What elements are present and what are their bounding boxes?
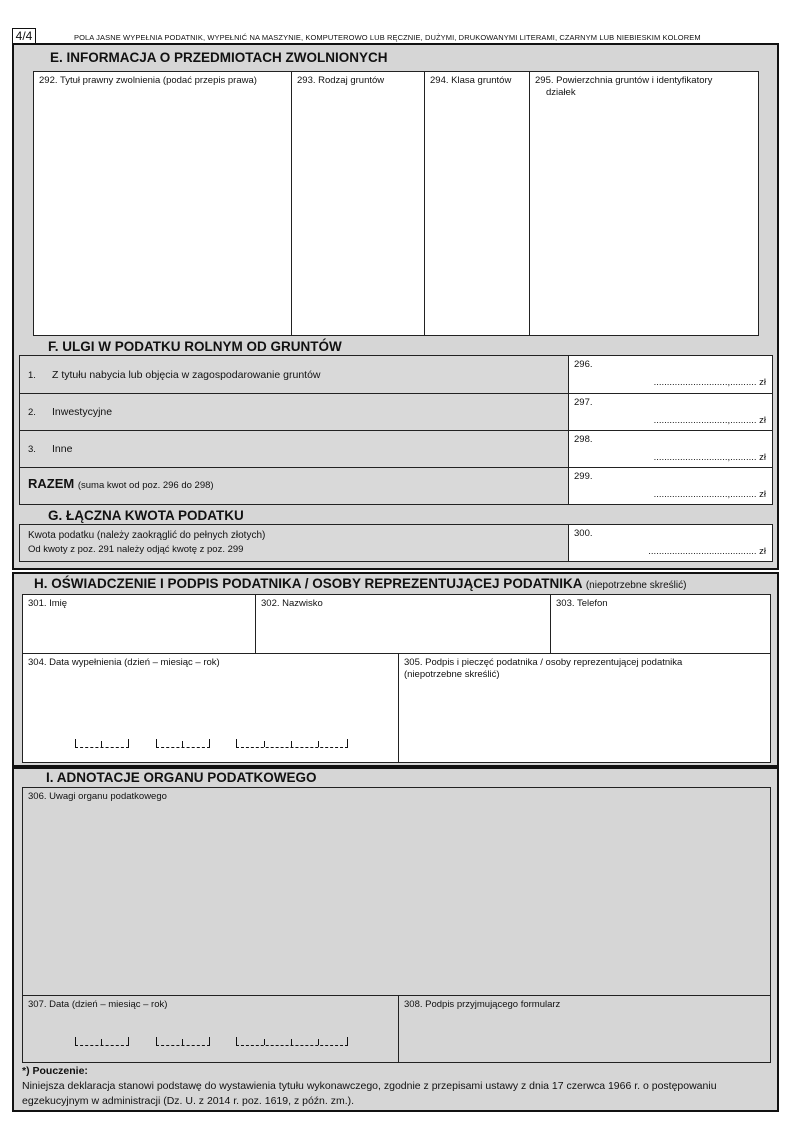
tax-amount-label: Kwota podatku (należy zaokrąglić do pełnych złotych) xyxy=(28,530,266,541)
field-308-label: 308. Podpis przyjmującego formularz xyxy=(404,999,561,1010)
field-307-date[interactable] xyxy=(22,995,399,1063)
field-297-label: 297. xyxy=(574,397,593,408)
instruction-note xyxy=(22,1064,772,1109)
field-298-label: 298. xyxy=(574,434,593,445)
date-day-boxes xyxy=(75,1037,129,1046)
field-293-label: 293. Rodzaj gruntów xyxy=(297,75,385,86)
field-304-label: 304. Data wypełnienia (dzień – miesiąc – rok) xyxy=(28,657,220,668)
date-year-boxes xyxy=(236,1037,348,1046)
section-h-title-sub: (niepotrzebne skreślić) xyxy=(585,580,687,591)
field-293[interactable] xyxy=(291,71,425,336)
page-number: 4/4 xyxy=(12,28,36,45)
field-302-last-name[interactable] xyxy=(255,594,551,654)
relief-row-3 xyxy=(19,430,570,468)
field-301-label: 301. Imię xyxy=(28,598,68,609)
field-301-first-name[interactable] xyxy=(22,594,256,654)
field-295-label-cont: działek xyxy=(546,87,576,98)
instruction-text-line1: Niniejsza deklaracja stanowi podstawę do wystawienia tytułu wykonawczego, zgodnie z przepisami ustawy z dnia 17 czerwca 1966 r. o postępowaniu xyxy=(22,1080,717,1092)
field-296[interactable] xyxy=(568,355,773,394)
relief-row-1-num: 1. xyxy=(28,370,36,381)
relief-total-row xyxy=(19,467,570,505)
relief-total-title: RAZEM xyxy=(28,476,75,491)
relief-row-3-num: 3. xyxy=(28,444,36,455)
field-300[interactable] xyxy=(568,524,773,562)
field-303-label: 303. Telefon xyxy=(556,598,608,609)
field-304-date[interactable] xyxy=(22,653,399,763)
section-h-title-main: H. OŚWIADCZENIE I PODPIS PODATNIKA / OSOBY REPREZENTUJĄCEJ PODATNIKA xyxy=(34,576,583,591)
relief-total-sub: (suma kwot od poz. 296 do 298) xyxy=(77,480,214,491)
field-305-label-cont: (niepotrzebne skreślić) xyxy=(404,669,500,680)
date-month-boxes xyxy=(156,1037,210,1046)
date-day-boxes xyxy=(75,739,129,748)
field-292-label: 292. Tytuł prawny zwolnienia (podać przepis prawa) xyxy=(39,75,257,86)
relief-total-label xyxy=(28,476,214,491)
section-e-title: E. INFORMACJA O PRZEDMIOTACH ZWOLNIONYCH xyxy=(50,50,388,65)
relief-row-3-label: Inne xyxy=(52,443,73,455)
instruction-text-line2: egzekucyjnym w administracji (Dz. U. z 2014 r. poz. 1619, z późn. zm.). xyxy=(22,1095,355,1107)
field-297-amount: ............................,.......... zł xyxy=(653,415,766,426)
relief-row-2 xyxy=(19,393,570,431)
field-295[interactable] xyxy=(529,71,759,336)
date-month-boxes xyxy=(156,739,210,748)
field-296-label: 296. xyxy=(574,359,593,370)
field-296-amount: ............................,.......... zł xyxy=(653,377,766,388)
field-299-label: 299. xyxy=(574,471,593,482)
field-306-label: 306. Uwagi organu podatkowego xyxy=(28,791,167,802)
field-303-phone[interactable] xyxy=(550,594,771,654)
field-300-amount: ......................................... zł xyxy=(648,546,766,557)
field-298-amount: ............................,.......... zł xyxy=(653,452,766,463)
field-294[interactable] xyxy=(424,71,530,336)
instruction-heading: *) Pouczenie: xyxy=(22,1065,88,1077)
field-294-label: 294. Klasa gruntów xyxy=(430,75,512,86)
tax-amount-row xyxy=(19,524,570,562)
section-h-title xyxy=(34,576,686,591)
field-297[interactable] xyxy=(568,393,773,431)
field-305-label: 305. Podpis i pieczęć podatnika / osoby reprezentującej podatnika xyxy=(404,657,683,668)
field-298[interactable] xyxy=(568,430,773,468)
field-292[interactable] xyxy=(33,71,292,336)
relief-row-1-label: Z tytułu nabycia lub objęcia w zagospodarowanie gruntów xyxy=(52,369,321,381)
date-year-boxes xyxy=(236,739,348,748)
field-307-label: 307. Data (dzień – miesiąc – rok) xyxy=(28,999,168,1010)
field-308-receiver-signature[interactable] xyxy=(398,995,771,1063)
relief-row-2-label: Inwestycyjne xyxy=(52,406,113,418)
field-302-label: 302. Nazwisko xyxy=(261,598,323,609)
section-g-title: G. ŁĄCZNA KWOTA PODATKU xyxy=(48,508,244,523)
section-i-title: I. ADNOTACJE ORGANU PODATKOWEGO xyxy=(46,770,317,785)
relief-row-2-num: 2. xyxy=(28,407,36,418)
field-300-label: 300. xyxy=(574,528,593,539)
relief-row-1 xyxy=(19,355,570,394)
field-305-signature[interactable] xyxy=(398,653,771,763)
field-299[interactable] xyxy=(568,467,773,505)
field-299-amount: ............................,.......... zł xyxy=(653,489,766,500)
tax-amount-note: Od kwoty z poz. 291 należy odjąć kwotę z poz. 299 xyxy=(28,544,244,555)
fill-instruction: POLA JASNE WYPEŁNIA PODATNIK, WYPEŁNIĆ NA MASZYNIE, KOMPUTEROWO LUB RĘCZNIE, DUŻYMI, DRUKOWANYMI LITERAMI, CZARNYM LUB NIEBIESKIM KOLOREM xyxy=(74,33,701,42)
section-f-title: F. ULGI W PODATKU ROLNYM OD GRUNTÓW xyxy=(48,339,342,354)
field-295-label: 295. Powierzchnia gruntów i identyfikatory xyxy=(535,75,713,86)
field-306-remarks[interactable] xyxy=(22,787,771,996)
